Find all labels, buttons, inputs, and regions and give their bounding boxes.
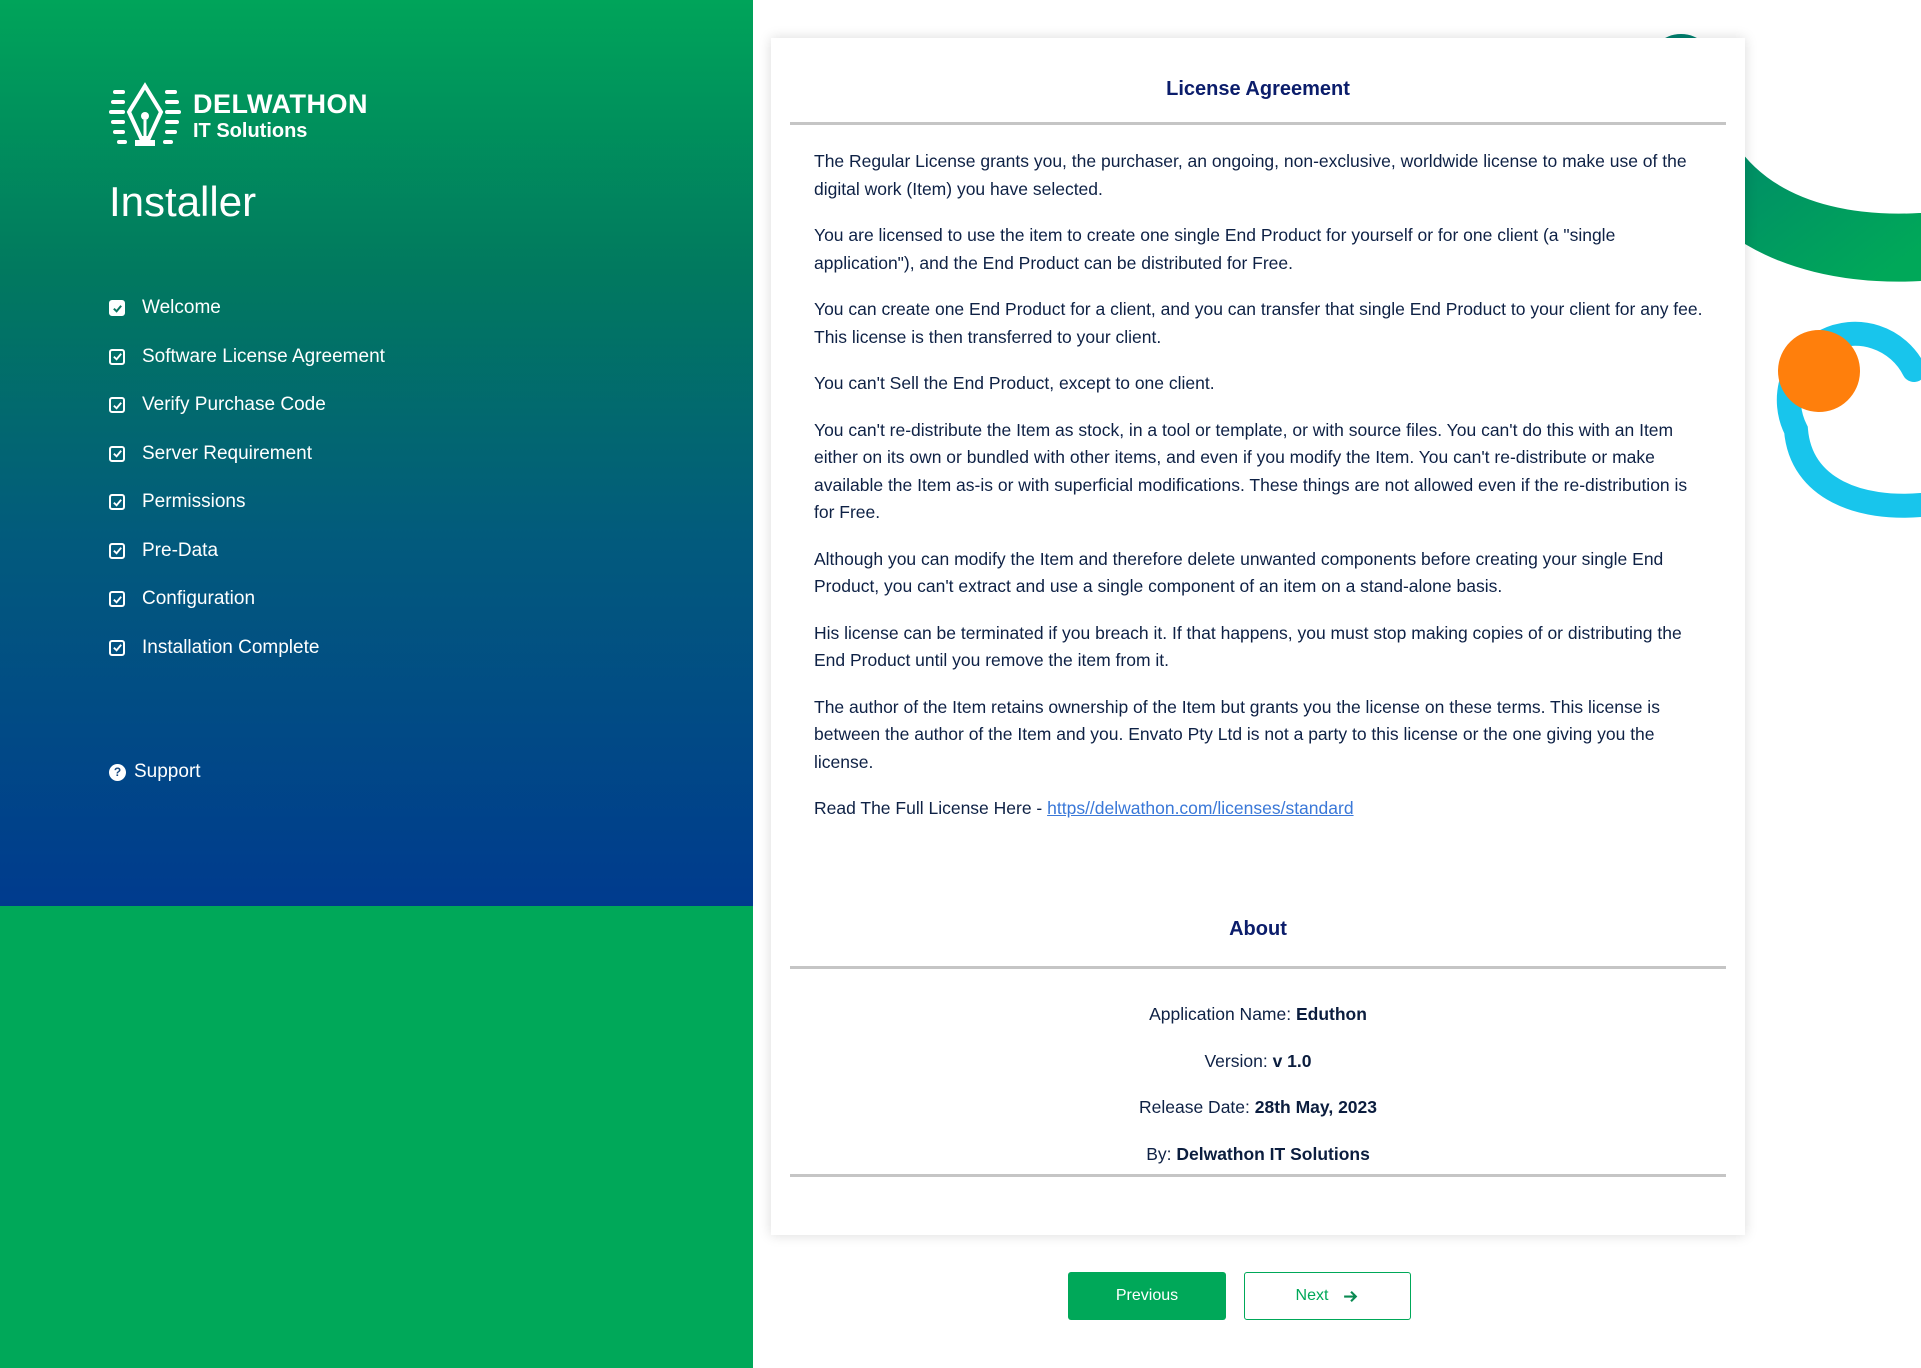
step-permissions[interactable] [109,478,385,527]
brand-text [193,91,368,141]
brand-logo [109,82,368,150]
arrow-right-icon [1342,1288,1359,1305]
step-label: Welcome [142,297,221,319]
question-circle-icon: ? [109,764,126,781]
about-value: Eduthon [1295,1004,1367,1024]
checkbox-checked-icon [109,300,125,316]
pen-nib-logo-icon [109,82,181,150]
about-divider-bottom [790,1174,1726,1177]
about-label: Version: [1204,1050,1273,1071]
license-paragraph: You are licensed to use the item to create one single End Product for yourself or for one client (a "single application"), and the End Product can be distributed for Free. [814,225,1616,273]
license-paragraph: Although you can modify the Item and therefore delete unwanted components before creating your single End Product, you can't extract and use a single component of an item on a stand-alone basis. [814,548,1664,596]
about-release-date [771,1084,1745,1131]
license-text [814,148,1705,842]
support-link[interactable] [109,761,201,783]
about-application-name [771,991,1745,1038]
installer-title: Installer [109,178,257,225]
license-paragraph: The Regular License grants you, the purchaser, an ongoing, non-exclusive, worldwide license to make use of the digital work (Item) you have selected. [814,151,1687,199]
support-label: Support [134,761,201,782]
about-label: By: [1146,1143,1177,1164]
checkbox-checked-icon [109,640,125,656]
step-verify-purchase-code[interactable] [109,381,385,430]
brand-name: DELWATHON [193,89,368,119]
step-server-requirement[interactable] [109,430,385,479]
step-software-license-agreement[interactable] [109,333,385,382]
previous-button[interactable]: Previous [1068,1272,1226,1320]
license-paragraph: The author of the Item retains ownership of the Item but grants you the license on these terms. This license is between the author of the Item and you. Envato Pty Ltd is not a party to this license or the one giving you the license. [814,696,1660,772]
checkbox-checked-icon [109,543,125,559]
step-label: Pre-Data [142,539,219,561]
step-label: Permissions [142,491,246,513]
next-button[interactable] [1244,1272,1411,1320]
step-label: Installation Complete [142,636,320,658]
next-button-label: Next [1295,1287,1329,1304]
full-license-prefix: Read The Full License Here - [814,798,1048,818]
checkbox-checked-icon [109,494,125,510]
step-label: Configuration [142,588,256,610]
checkbox-checked-icon [109,349,125,365]
brand-subtitle: IT Solutions [193,120,308,142]
license-paragraph: You can't Sell the End Product, except to one client. [814,373,1215,393]
checkbox-checked-icon [109,446,125,462]
step-pre-data[interactable] [109,527,385,576]
step-label: Software License Agreement [142,345,385,367]
about-divider-top [790,966,1726,969]
license-title: License Agreement [1166,78,1350,100]
checkbox-checked-icon [109,397,125,413]
about-details [771,991,1745,1177]
about-version [771,1038,1745,1085]
step-installation-complete[interactable] [109,624,385,673]
step-configuration[interactable] [109,575,385,624]
full-license-link[interactable]: https//delwathon.com/licenses/standard [1047,798,1354,818]
step-label: Server Requirement [142,442,313,464]
license-paragraph: His license can be terminated if you breach it. If that happens, you must stop making copies of or distributing the End Product until you remove the item from it. [814,622,1682,670]
step-welcome[interactable] [109,284,385,333]
license-paragraph: You can create one End Product for a client, and you can transfer that single End Product to your client for any fee. This license is then transferred to your client. [814,299,1703,347]
full-license-line [814,795,1705,823]
step-label: Verify Purchase Code [142,394,326,416]
about-author [771,1131,1745,1178]
checkbox-checked-icon [109,591,125,607]
license-divider [790,122,1726,125]
about-value: v 1.0 [1272,1050,1312,1071]
license-paragraph: You can't re-distribute the Item as stock, in a tool or template, or with source files. You can't do this with an Item either on its own or bundled with other items, and even if you modify the Item. You can't re-distribute or make available the Item as-is or with superficial modifications. These things are not allowed even if the re-distribution is for Free. [814,419,1688,522]
about-value: 28th May, 2023 [1254,1097,1377,1117]
about-label: Application Name: [1149,1004,1296,1024]
installer-steps [109,284,385,672]
license-card [771,38,1745,1235]
about-label: Release Date: [1138,1097,1255,1117]
about-title: About [1229,918,1287,940]
about-value: Delwathon IT Solutions [1176,1143,1370,1164]
